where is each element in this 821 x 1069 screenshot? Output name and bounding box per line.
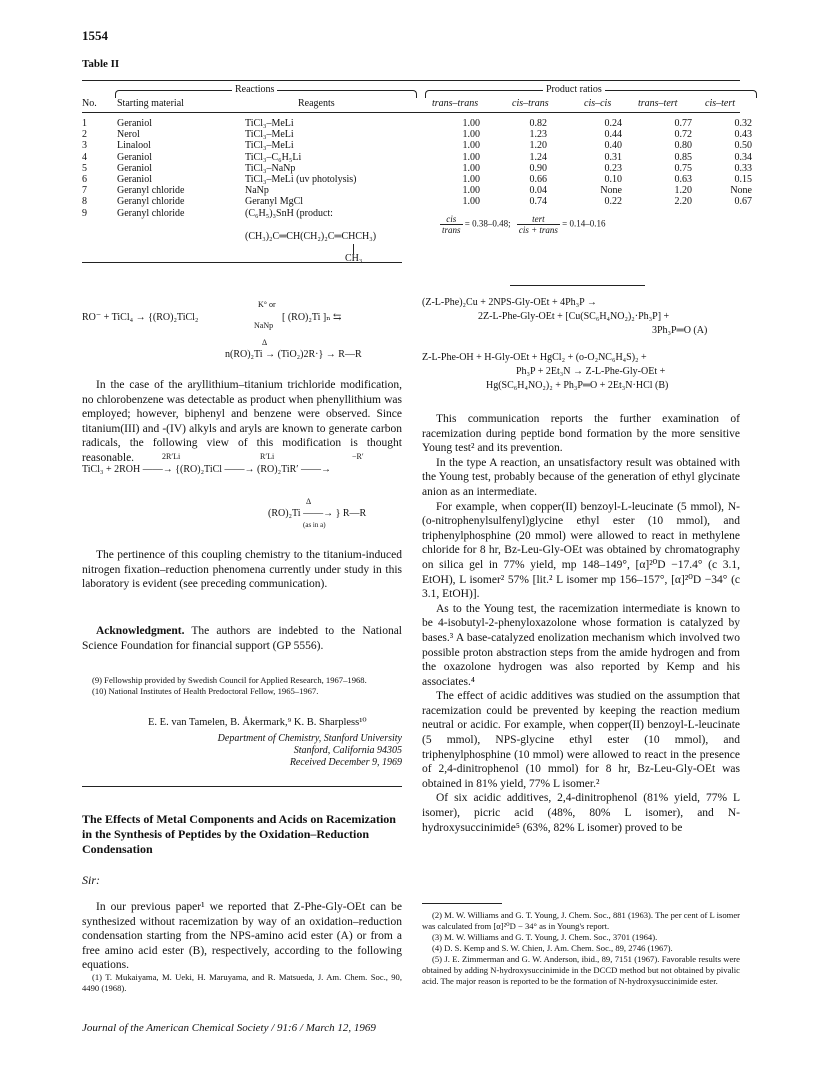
equation2-cond1: 2R′Li	[162, 452, 181, 461]
cell-ratio: 0.40	[604, 140, 622, 152]
cell-ratio: 0.31	[604, 151, 622, 163]
cell-reagents: TiCl₃–MeLi (uv photolysis)	[245, 174, 357, 185]
cell-starting-material: Geraniol	[117, 174, 152, 185]
cell-ratio: 1.00	[462, 140, 480, 152]
frac-tert: $\frac{\text{tert}}{\text{cis + trans}}$	[518, 214, 558, 235]
left-footnote-1	[82, 972, 402, 994]
equation2-cond2: R′Li	[260, 452, 275, 461]
cell-no: 9	[82, 207, 87, 219]
right-para-6: Of six acidic additives, 2,4-dinitrophenol (81% yield, 77% L isomer), picric acid (48%, 80% L isomer), and N-hydroxysuccinimide⁵ (63%, 82% L isomer) proved to be	[422, 792, 740, 834]
equation1-delta: Δ	[262, 338, 268, 347]
header-starting-material: Starting material	[117, 98, 184, 109]
cell-ratio: 0.82	[529, 118, 547, 129]
cell-no: 6	[82, 174, 87, 185]
cell-no: 1	[82, 118, 87, 129]
right-footnotes	[422, 910, 740, 987]
cell-ratio: 1.00	[462, 162, 480, 174]
cell-reagents: (C₆H₅)₃SnH (product:	[245, 207, 333, 219]
cell-ratio: 0.23	[604, 162, 622, 174]
cell-ratio: 0.44	[604, 129, 622, 141]
cell-ratio: 0.32	[734, 118, 752, 129]
reactions-group-label: Reactions	[232, 84, 277, 95]
cell-ratio: 0.22	[604, 196, 622, 208]
row9-reagent-line2: (CH₃)₂C═CH(CH₂)₂C═CHCH₃)	[245, 231, 377, 242]
cell-ratio: 1.00	[462, 185, 480, 197]
row9-ratios	[440, 214, 606, 235]
cell-ratio: 0.33	[734, 162, 752, 174]
cell-no: 7	[82, 185, 87, 197]
cell-reagents: TiCl₃–MeLi	[245, 140, 294, 152]
cell-ratio: 0.85	[674, 151, 692, 163]
table-row	[82, 208, 740, 219]
cell-starting-material: Geraniol	[117, 118, 152, 129]
cell-ratio: 0.04	[529, 185, 547, 197]
cell-no: 4	[82, 151, 87, 163]
cell-ratio: 1.00	[462, 129, 480, 141]
left-footnotes-1	[82, 675, 402, 697]
header-cis-tert: cis–tert	[705, 98, 735, 109]
table-row	[82, 196, 752, 208]
cell-starting-material: Geraniol	[117, 162, 152, 174]
footnote-3: (3) M. W. Williams and G. T. Young, J. Chem. Soc., 3701 (1964).	[432, 932, 658, 942]
right-para-1: This communication reports the further examination of racemization during peptide bond formation by the more sensitive Young test² and its prevention.	[422, 413, 740, 455]
footnote-1: (1) T. Mukaiyama, M. Ueki, H. Maruyama, and R. Matsueda, J. Am. Chem. Soc., 90, 4490 (1968).	[82, 972, 402, 993]
cell-reagents: TiCl₃–MeLi	[245, 118, 294, 129]
cell-ratio: 0.67	[734, 196, 752, 208]
cell-ratio: 1.00	[462, 151, 480, 163]
table-bottom-rule-left	[82, 262, 402, 263]
article-separator	[82, 786, 402, 787]
journal-footer: Journal of the American Chemical Society / 91:6 / March 12, 1969	[82, 1022, 376, 1034]
cell-ratio: 0.74	[529, 196, 547, 208]
left-para-1: In the case of the aryllithium–titanium trichloride modification, no chlorobenzene was detectable as product when phenyllithium was employed; however, biphenyl and benzene were observed. Since titanium(III) and -(IV) alkyls and aryls are known to generate carbon radicals, the following view of this modification is thought reasonable.	[82, 379, 402, 464]
cell-ratio: 1.20	[674, 185, 692, 197]
cell-ratio: 0.50	[734, 140, 752, 152]
cell-starting-material: Geranyl chloride	[117, 185, 185, 197]
header-trans-tert: trans–tert	[638, 98, 678, 109]
header-reagents: Reagents	[298, 98, 335, 109]
right-para-5: The effect of acidic additives was studied on the assumption that racemization could be prevented by keeping the reaction medium neutral or acidic. For example, when copper(II) benzoyl-L-leucinate (5 mmol), NPS-glycine ethyl ester (10 mmol), and triphenylphosphine (10 mmol) were allowed to react in the presence of 2,4-dinitrophenol (10 mmol) for 8 hr, Bz-Leu-Gly-OEt was obtained in 81% yield, 77% L isomer.²	[422, 690, 740, 790]
right-para-2: In the type A reaction, an unsatisfactory result was obtained with the Young test, probably because of the generation of ethyl glycinate anion as an intermediate.	[422, 456, 740, 498]
right-footnote-rule	[422, 903, 502, 904]
header-cis-cis: cis–cis	[584, 98, 612, 109]
table-end-rule	[510, 285, 645, 286]
header-no: No.	[82, 98, 97, 109]
affiliation: Department of Chemistry, Stanford University Stanford, California 94305 Received December 9, 1969	[217, 733, 402, 768]
left-para-2: The pertinence of this coupling chemistry to the titanium-induced nitrogen fixation–reduction phenomena currently under study in this laboratory is evident (see preceding communication).	[82, 549, 402, 591]
cell-ratio: 0.10	[604, 174, 622, 185]
footnote-2: (2) M. W. Williams and G. T. Young, J. Chem. Soc., 881 (1963). The per cent of L isomer was calculated from [α]²⁰D − 34° as in Young's report.	[422, 910, 740, 931]
cell-ratio: 1.00	[462, 118, 480, 129]
ack-label: Acknowledgment.	[96, 625, 185, 637]
footnote-9: (9) Fellowship provided by Swedish Council for Applied Research, 1967–1968.	[92, 675, 367, 685]
row9-reagent-line3: CH₃	[345, 253, 363, 264]
table-row	[82, 129, 752, 141]
right-para-3: For example, when copper(II) benzoyl-L-leucinate (5 mmol), N-(o-nitrophenylsulfenyl)glycine ethyl ester (10 mmol), and triphenylphosphine (20 mmol) were allowed to react in methylene chloride for 8 hr, Bz-Leu-Gly-OEt was obtained by chromatography on silica gel in 77% yield, mp 148–149°, [α]²⁰D −17.4° (c 3.1, EtOH), L isomer² 57% [lit.² L isomer mp 156–157°, [α]²⁰D −34° (c 3.1, EtOH)].	[422, 500, 740, 601]
cell-ratio: 0.77	[674, 118, 692, 129]
cell-reagents: Geranyl MgCl	[245, 196, 304, 208]
cell-reagents: TiCl₃–MeLi	[245, 129, 294, 141]
cell-ratio: 0.66	[529, 174, 547, 185]
equation1-product: [ (RO)₂Ti ]ₙ ⇆	[282, 312, 342, 323]
cell-starting-material: Geranyl chloride	[117, 207, 185, 219]
cell-ratio: 2.20	[674, 196, 692, 208]
frac-cis-trans: $\frac{\text{cis}}{\text{trans}}$	[442, 214, 461, 235]
cell-ratio: 0.24	[604, 118, 622, 129]
cell-ratio: 0.63	[674, 174, 692, 185]
equation-a-line1: (Z-L-Phe)₂Cu + 2NPS-Gly-OEt + 4Ph₃P →	[422, 297, 597, 308]
cell-starting-material: Linalool	[117, 140, 151, 152]
equation-b-line3: Hg(SC₆H₄NO₂)₂ + Ph₃P═O + 2Et₃N·HCl (B)	[486, 380, 669, 391]
cell-ratio: 0.80	[674, 140, 692, 152]
cell-ratio: 1.00	[462, 174, 480, 185]
cell-reagents: TiCl₃–C₆H₅Li	[245, 151, 302, 163]
table-row	[82, 174, 752, 185]
cell-ratio: 0.15	[734, 174, 752, 185]
cell-starting-material: Geraniol	[117, 151, 152, 163]
table-row	[82, 185, 752, 197]
cell-ratio: 1.24	[529, 151, 547, 163]
cell-ratio: None	[730, 185, 752, 197]
equation-a-line2: 2Z-L-Phe-Gly-OEt + [Cu(SC₆H₄NO₂)₂·Ph₃P] +	[478, 311, 670, 322]
equation2-cond3: −R′	[352, 452, 364, 461]
frac1-value: = 0.38–0.48;	[464, 218, 511, 229]
cell-ratio: 0.34	[734, 151, 752, 163]
page-number: 1554	[82, 28, 108, 43]
table-row	[82, 151, 752, 163]
table-row	[82, 118, 752, 129]
table-row	[82, 140, 752, 152]
table-header-rule	[82, 112, 740, 113]
frac2-value: = 0.14–0.16	[562, 218, 606, 229]
cell-no: 2	[82, 129, 87, 141]
cell-reagents: NaNp	[245, 185, 269, 197]
footnote-10: (10) National Institutes of Health Predoctoral Fellow, 1965–1967.	[92, 686, 319, 696]
authors: E. E. van Tamelen, B. Åkermark,⁹ K. B. Sharpless¹⁰	[148, 717, 367, 728]
salutation: Sir:	[82, 873, 100, 887]
cell-ratio: 1.00	[462, 196, 480, 208]
article-title: The Effects of Metal Components and Acids on Racemization in the Synthesis of Peptides by the Oxidation–Reduction Condensation	[82, 812, 396, 856]
equation1-line1: RO⁻ + TiCl₄ → {(RO)₂TiCl₂	[82, 312, 199, 323]
right-paragraphs	[422, 412, 740, 835]
ack-text: The authors are indebted to the National Science Foundation for financial support (GP 5556).	[82, 625, 402, 652]
right-para-4: As to the Young test, the racemization intermediate is known to be 4-isobutyl-2-phenyloxazolone whose formation is catalyzed by bases.³ A base-catalyzed enolization mechanism which involved two possible proton abstraction steps from the amide hydrogen and from the oxazolone hydrogen was also reported by Kemp and his associates.⁴	[422, 602, 740, 688]
cell-starting-material: Nerol	[117, 129, 140, 141]
cell-ratio: 0.72	[674, 129, 692, 141]
equation2-line1: TiCl₃ + 2ROH ——→ {(RO)₂TiCl ——→ (RO)₂TiR′ ——→	[82, 464, 331, 475]
table-title: Table II	[82, 58, 120, 70]
cell-no: 8	[82, 196, 87, 208]
ratios-group-label: Product ratios	[543, 84, 605, 95]
header-cis-trans: cis–trans	[512, 98, 549, 109]
equation1-line2: n(RO)₂Ti → (TiO₂)2R·} → R—R	[225, 349, 362, 360]
equation2-note: (as in a)	[303, 521, 326, 529]
cell-no: 3	[82, 140, 87, 152]
equation-b-line2: Ph₃P + 2Et₃N → Z-L-Phe-Gly-OEt +	[516, 366, 666, 377]
left-para-3: In our previous paper¹ we reported that Z-Phe-Gly-OEt can be synthesized without racemization by way of an oxidation–reduction condensation starting from the NPS-amino acid ester (A) or from a free amino acid ester (B), respectively, according to the following equations.	[82, 901, 402, 972]
cell-ratio: 0.43	[734, 129, 752, 141]
equation-b-line1: Z-L-Phe-OH + H-Gly-OEt + HgCl₂ + (o-O₂NC₆H₄S)₂ +	[422, 352, 647, 363]
table-row	[82, 162, 752, 174]
cell-ratio: None	[600, 185, 622, 197]
equation2-line2: (RO)₂Ti ——→ } R—R	[268, 508, 367, 519]
equation2-delta: Δ	[306, 497, 312, 506]
acknowledgment	[82, 624, 402, 653]
cell-reagents: TiCl₃–NaNp	[245, 162, 296, 174]
table-top-rule	[82, 80, 740, 81]
footnote-4: (4) D. S. Kemp and S. W. Chien, J. Am. Chem. Soc., 89, 2746 (1967).	[432, 943, 673, 953]
equation-a-line3: 3Ph₃P═O (A)	[652, 325, 708, 336]
cell-ratio: 1.23	[529, 129, 547, 141]
cell-ratio: 1.20	[529, 140, 547, 152]
cell-ratio: 0.75	[674, 162, 692, 174]
equation1-cond-top: K° or	[258, 300, 276, 309]
header-trans-trans: trans–trans	[432, 98, 479, 109]
cell-ratio: 0.90	[529, 162, 547, 174]
equation1-cond-bottom: NaNp	[254, 321, 274, 330]
cell-no: 5	[82, 162, 87, 174]
footnote-5: (5) J. E. Zimmerman and G. W. Anderson, ibid., 89, 7151 (1967). Favorable results were obtained by adding N-hydroxysuccinimide in the DCCD method but not obtained by pivalic acid. The major reason is reported to be the formation of N-hydroxysuccinimide ester.	[422, 954, 740, 986]
cell-starting-material: Geranyl chloride	[117, 196, 185, 208]
